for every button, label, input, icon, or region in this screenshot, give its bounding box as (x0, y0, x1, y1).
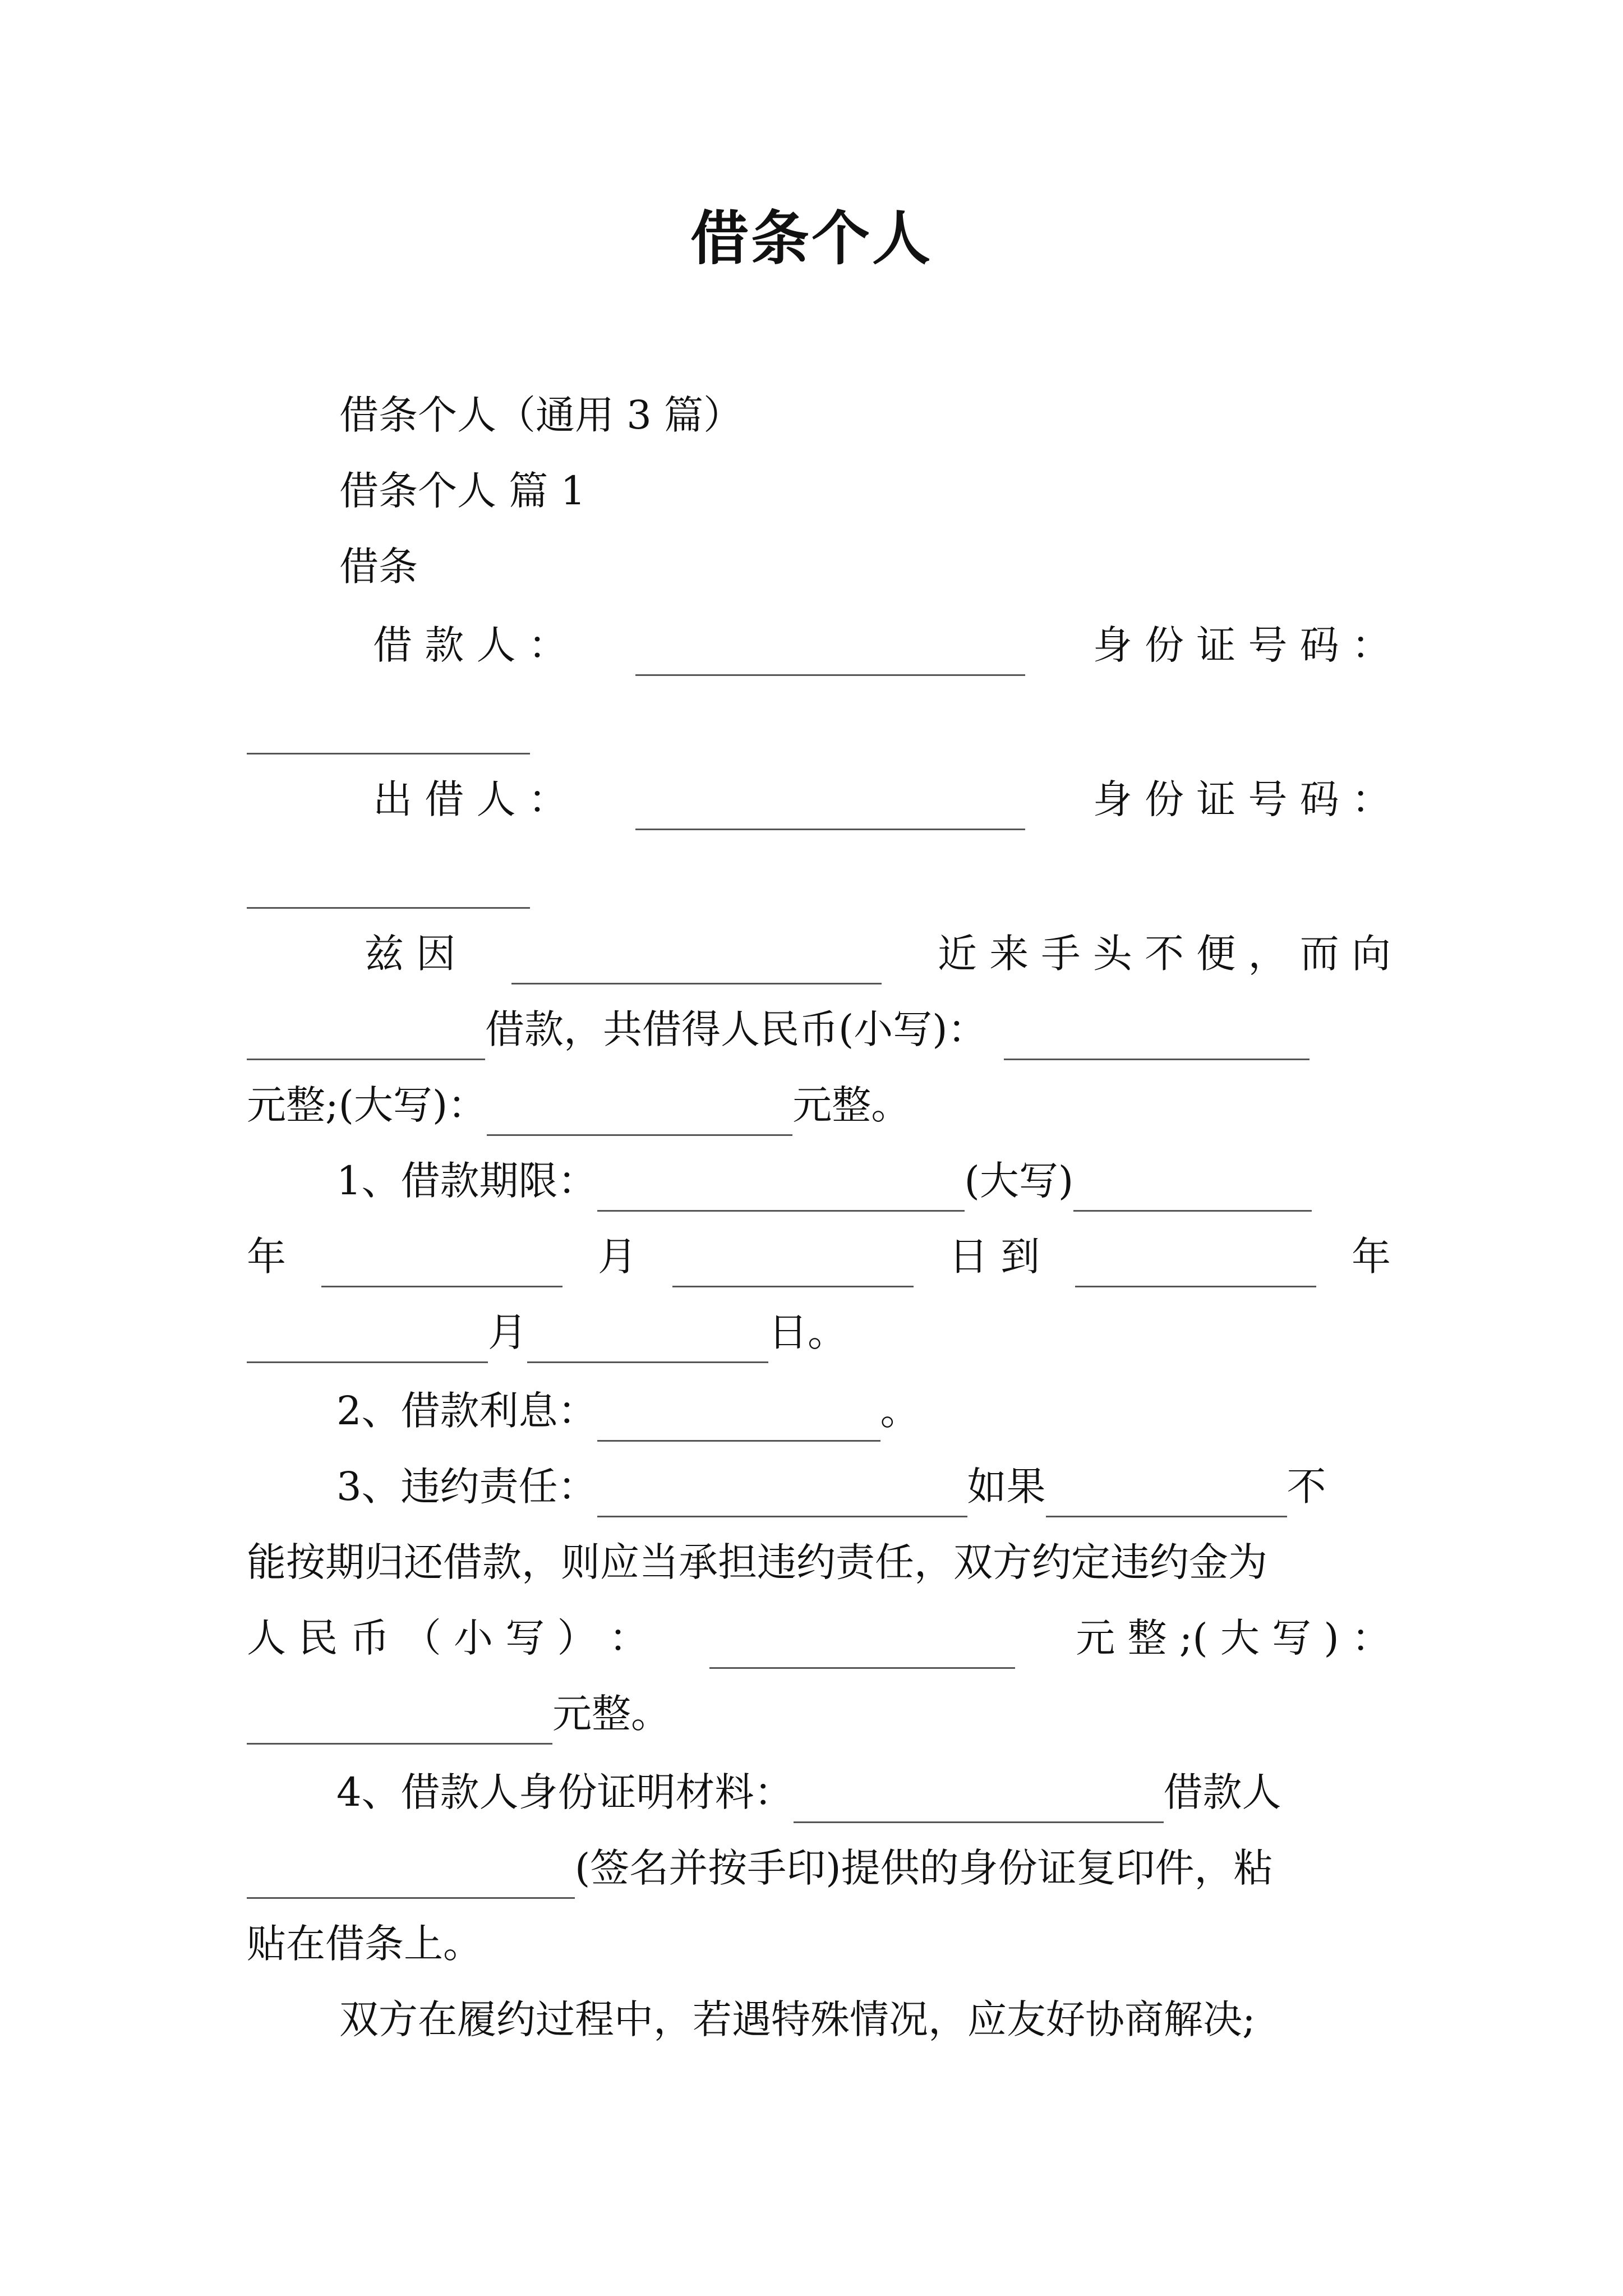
section-heading: 借条个人 篇 1 (339, 468, 586, 514)
id-material-label: 4、借款人身份证明材料： (336, 1769, 794, 1815)
note-heading: 借条 (339, 544, 418, 590)
penalty-small-blank (709, 1628, 1015, 1669)
breach-row (336, 1456, 1481, 1517)
lender-row (373, 769, 1391, 830)
date-end-row (247, 1301, 1391, 1363)
term-row (336, 1150, 1481, 1212)
reason-row (365, 923, 1391, 984)
end-month: 月 (488, 1309, 527, 1355)
borrower-label: 借 款 人 ： (373, 622, 568, 668)
subtitle: 借条个人（通用 3 篇） (339, 392, 743, 438)
reason-prefix: 兹 因 (365, 931, 456, 977)
interest-label: 2、借款利息： (336, 1388, 597, 1434)
lender-to-blank (247, 1019, 485, 1060)
interest-blank (597, 1401, 880, 1442)
penalty-big-blank (247, 1704, 552, 1745)
document-title: 借条个人 (690, 204, 933, 273)
lender-id-label: 身 份 证 号 码 ： (1092, 776, 1391, 822)
id-material-blank (794, 1782, 1164, 1823)
amount-small-blank (1004, 1019, 1310, 1060)
borrower-id-label: 身 份 证 号 码 ： (1092, 622, 1391, 668)
lender-id-row (247, 847, 1391, 909)
yuan-zheng-end: 元整。 (792, 1082, 911, 1128)
start-day-blank (1075, 1246, 1316, 1287)
interest-period: 。 (880, 1388, 920, 1434)
breach-bu: 不 (1287, 1464, 1326, 1510)
penalty-big-row (247, 1683, 1391, 1745)
amount-big-blank (487, 1095, 792, 1136)
end-month-blank (527, 1322, 768, 1363)
borrower-row (373, 614, 1391, 676)
borrower-id-blank (247, 714, 530, 754)
id-material-row (336, 1761, 1481, 1823)
date-range-row (247, 1226, 1391, 1287)
end-year: 年 (1351, 1234, 1391, 1280)
penalty-row (247, 1607, 1391, 1669)
lender-id-blank (247, 868, 530, 909)
sign-text: (签名并按手印)提供的身份证复印件，粘 (575, 1845, 1273, 1891)
term-daxie-blank (1073, 1171, 1312, 1212)
amount-row (247, 1074, 1391, 1136)
start-month: 月 (597, 1234, 637, 1280)
breach-party-blank (1046, 1476, 1287, 1517)
loan-row (247, 999, 1391, 1060)
sign-row (247, 1837, 1391, 1899)
borrower-id-row (247, 693, 1391, 754)
term-label: 1、借款期限： (336, 1158, 597, 1204)
loan-total-text: 借款，共借得人民币(小写)： (485, 1006, 987, 1052)
reason-mid: 近 来 手 头 不 便 ， 而 向 (937, 931, 1391, 977)
yuan-zheng2: 元整。 (552, 1691, 670, 1737)
borrower-name-blank (635, 635, 1025, 676)
start-month-blank (672, 1246, 914, 1287)
end-day: 日。 (768, 1309, 847, 1355)
breach-text-row: 能按期归还借款，则应当承担违约责任，双方约定违约金为 (247, 1539, 1267, 1585)
interest-row (336, 1380, 1481, 1442)
lender-label: 出 借 人 ： (373, 776, 568, 822)
breach-blank (597, 1476, 967, 1517)
lender-name-blank (635, 789, 1025, 830)
start-year: 年 (247, 1234, 286, 1280)
breach-label: 3、违约责任： (336, 1464, 597, 1510)
yuan-zheng-daxie2: 元 整 ;( 大 写 ) ： (1076, 1615, 1391, 1661)
end-year-blank (247, 1322, 488, 1363)
last-row: 双方在履约过程中，若遇特殊情况，应友好协商解决; (339, 1996, 1256, 2042)
paste-row: 贴在借条上。 (247, 1921, 482, 1967)
term-daxie: (大写) (964, 1158, 1074, 1204)
rmb-xiaoxie: 人 民 币 （ 小 写 ） ： (247, 1615, 648, 1661)
day-to: 日 到 (948, 1234, 1040, 1280)
sign-blank (247, 1858, 575, 1899)
yuan-zheng-daxie: 元整;(大写)： (247, 1082, 487, 1128)
term-blank (597, 1171, 965, 1212)
breach-ruguo: 如果 (967, 1464, 1046, 1510)
borrower-word: 借款人 (1163, 1769, 1281, 1815)
start-year-blank (321, 1246, 562, 1287)
reason-blank (511, 944, 882, 984)
